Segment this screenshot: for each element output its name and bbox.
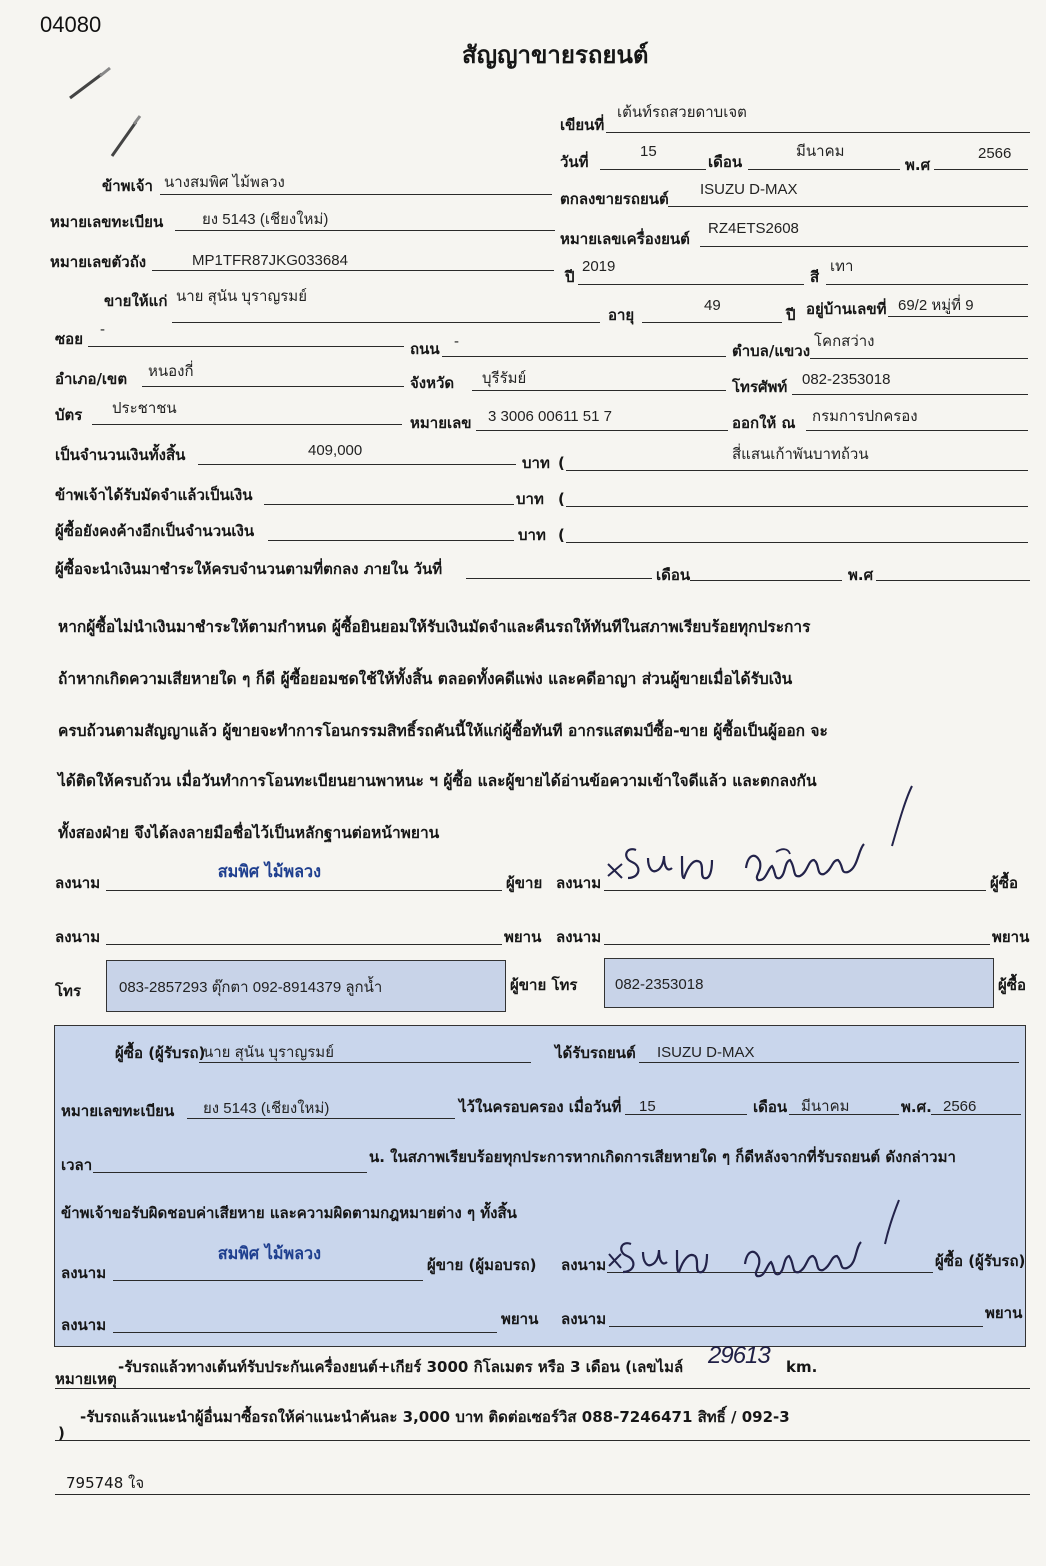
receipt-plate: ยง 5143 (เชียงใหม่)	[203, 1100, 330, 1117]
buyer-phone-label: ผู้ซื้อ	[998, 976, 1026, 994]
due-year-label: พ.ศ	[848, 566, 874, 584]
witness1-sign-label: ลงนาม	[55, 928, 101, 946]
total-baht: บาท	[522, 454, 550, 472]
total-words-paren: (	[558, 454, 565, 472]
buyer-name: นาย สุนัน บุราญรมย์	[176, 288, 307, 305]
total-words-line	[566, 470, 1028, 471]
seller-line	[160, 194, 552, 195]
seller-phone-box	[106, 960, 506, 1012]
due-month-label: เดือน	[656, 566, 691, 584]
age-line	[642, 322, 782, 323]
deposit-label: ข้าพเจ้าได้รับมัดจำแล้วเป็นเงิน	[55, 486, 253, 504]
issued-line	[806, 430, 1028, 431]
address-line	[888, 316, 1028, 317]
document-number: 04080	[40, 12, 102, 37]
province-line	[472, 390, 726, 391]
year-line	[934, 169, 1028, 170]
plate-line	[175, 230, 555, 231]
buyer-name-line	[172, 322, 600, 323]
notes-text-2: -รับรถแล้วแนะนำผู้อื่นมาซื้อรถให้ค่าแนะนำคันละ 3,000 บาท ติดต่อเซอร์วิส 088-7246471 สิทธิ์ / 092-3	[80, 1408, 790, 1426]
car-year-value: 2019	[582, 258, 616, 275]
terms-line-3: ครบถ้วนตามสัญญาแล้ว ผู้ขายจะทำการโอนกรรมสิทธิ์รถคันนี้ให้แก่ผู้ซื้อทันที อากรแสตมป์ซื้อ-ขาย ผู้ซื้อเป็นผู้ออก จะ	[58, 722, 828, 740]
due-day-line	[466, 578, 652, 579]
id-line	[476, 430, 728, 431]
remaining-paren: (	[558, 526, 565, 544]
year-value: 2566	[978, 145, 1012, 162]
engine-label: หมายเลขเครื่องยนต์	[560, 230, 690, 248]
receipt-year: 2566	[943, 1098, 977, 1115]
notes-label: หมายเหตุ	[55, 1370, 117, 1388]
province-value: บุรีรัมย์	[482, 370, 527, 387]
years-label: ปี	[786, 306, 796, 324]
total-words: สี่แสนเก้าพันบาทถ้วน	[732, 446, 869, 463]
receipt-witness2-sign-label: ลงนาม	[561, 1310, 607, 1328]
receipt-model-line	[639, 1062, 1019, 1063]
color-value: เทา	[830, 258, 854, 275]
receipt-buyer-name: นาย สุนัน บุราญรมย์	[203, 1044, 334, 1061]
day-label: วันที่	[560, 153, 589, 171]
road-line	[442, 356, 726, 357]
chassis-value: MP1TFR87JKG033684	[192, 252, 348, 269]
address-label: อยู่บ้านเลขที่	[806, 300, 887, 318]
total-label: เป็นจำนวนเงินทั้งสิ้น	[55, 446, 186, 464]
province-label: จังหวัด	[410, 374, 455, 392]
mileage-handwritten: 29613	[708, 1342, 770, 1369]
seller-sign-line	[106, 890, 502, 891]
engine-line	[700, 246, 1028, 247]
total-line	[198, 464, 516, 465]
receipt-witness1-sign-label: ลงนาม	[61, 1316, 107, 1334]
road-label: ถนน	[410, 340, 440, 358]
card-value: ประชาชน	[112, 400, 177, 417]
vehicle-receipt-section	[54, 1025, 1026, 1347]
document-title: สัญญาขายรถยนต์	[462, 41, 649, 69]
deposit-paren: (	[558, 490, 565, 508]
receipt-seller-signature-stamp: สมพิศ ไม้พลวง	[217, 1244, 322, 1264]
card-line	[92, 424, 402, 425]
terms-line-2: ถ้าหากเกิดความเสียหายใด ๆ ก็ดี ผู้ซื้อยอมชดใช้ให้ทั้งสิ้น ตลอดทั้งคดีแพ่ง และคดีอาญา ส่วนผู้ขายเมื่อได้รับเงิน	[58, 670, 793, 688]
soi-line	[88, 346, 404, 347]
remaining-words-line	[566, 542, 1028, 543]
district-line	[142, 386, 404, 387]
deposit-baht: บาท	[516, 490, 544, 508]
due-year-line	[876, 580, 1030, 581]
receipt-plate-line	[187, 1118, 455, 1119]
issued-value: กรมการปกครอง	[812, 408, 918, 425]
agree-label: ตกลงขายรถยนต์	[560, 190, 669, 208]
notes-line-3	[55, 1494, 1030, 1495]
witness2-line	[604, 944, 990, 945]
district-value: หนองกี่	[148, 363, 194, 380]
car-model: ISUZU D-MAX	[700, 181, 798, 198]
plate-value: ยง 5143 (เชียงใหม่)	[202, 211, 329, 228]
receipt-year-label: พ.ศ.	[901, 1098, 932, 1116]
day-line	[600, 169, 706, 170]
color-line	[826, 284, 1028, 285]
seller-signature-stamp: สมพิศ ไม้พลวง	[217, 862, 322, 882]
buyer-sign-label: ลงนาม	[556, 874, 602, 892]
notes-text-1: -รับรถแล้วทางเต้นท์รับประกันเครื่องยนต์+เกียร์ 3000 กิโลเมตร หรือ 3 เดือน (เลขไมล์	[118, 1358, 684, 1376]
seller-name: นางสมพิศ ไม้พลวง	[164, 174, 285, 191]
terms-line-4: ได้ติดให้ครบถ้วน เมื่อวันทำการโอนทะเบียนยานพาหนะ ฯ ผู้ซื้อ และผู้ขายได้อ่านข้อความเข้าใจดีแล้ว และตกลงกัน	[58, 772, 817, 790]
witness2-label: พยาน	[992, 928, 1030, 946]
phone-line	[792, 394, 1028, 395]
subdistrict-value: โคกสว่าง	[814, 333, 875, 350]
notes-line-2	[55, 1440, 1030, 1441]
notes-text-3: 795748 ใจ	[66, 1474, 145, 1492]
seller-role-label: ผู้ขาย	[506, 874, 543, 892]
car-year-line	[578, 284, 804, 285]
id-value: 3 3006 00611 51 7	[488, 408, 613, 425]
receipt-month: มีนาคม	[801, 1098, 850, 1115]
terms-line-1: หากผู้ซื้อไม่นำเงินมาชำระให้ตามกำหนด ผู้ซื้อยินยอมให้รับเงินมัดจำและคืนรถให้ทันทีในสภาพเรียบร้อยทุกประการ	[58, 618, 811, 636]
deposit-line	[264, 504, 514, 505]
soi-value: -	[100, 321, 105, 338]
receipt-time-label: เวลา	[61, 1156, 93, 1174]
receipt-responsibility-text: ข้าพเจ้าขอรับผิดชอบค่าเสียหาย และความผิดตามกฎหมายต่าง ๆ ทั้งสิ้น	[61, 1204, 517, 1222]
deposit-words-line	[566, 506, 1028, 507]
year-label: พ.ศ	[905, 156, 931, 174]
color-label: สี	[810, 268, 820, 286]
buyer-handwritten-signature	[596, 780, 936, 900]
written-at-line	[606, 132, 1030, 133]
plate-label: หมายเลขทะเบียน	[50, 213, 164, 231]
seller-label: ข้าพเจ้า	[102, 177, 153, 195]
receipt-witness1-line	[113, 1332, 497, 1333]
seller-phone-label: ผู้ขาย โทร	[510, 976, 578, 994]
receipt-buyer-handwritten-signature	[595, 1186, 915, 1286]
written-at-value: เต้นท์รถสวยดาบเจต	[617, 104, 747, 121]
notes-line2-prefix: )	[58, 1424, 65, 1442]
receipt-seller-sign-line	[113, 1280, 423, 1281]
receipt-buyer-line	[199, 1062, 531, 1063]
receipt-buyer-label: ผู้ซื้อ (ผู้รับรถ)	[115, 1044, 206, 1062]
staple-marks	[60, 60, 150, 170]
soi-label: ซอย	[55, 330, 83, 348]
written-at-label: เขียนที่	[560, 116, 605, 134]
buyer-role-label: ผู้ซื้อ	[990, 874, 1018, 892]
witness1-line	[106, 944, 502, 945]
receipt-condition-text: น. ในสภาพเรียบร้อยทุกประการหากเกิดการเสียหายใด ๆ ก็ดีหลังจากที่รับรถยนต์ ดังกล่าวมา	[369, 1148, 956, 1166]
sell-to-label: ขายให้แก่	[104, 292, 168, 310]
chassis-line	[152, 270, 554, 271]
model-line	[668, 206, 1028, 207]
seller-phone: 083-2857293 ตุ๊กตา 092-8914379 ลูกน้ำ	[119, 979, 383, 996]
receipt-seller-role: ผู้ขาย (ผู้มอบรถ)	[427, 1256, 537, 1274]
month-label: เดือน	[708, 153, 743, 171]
receipt-witness2-label: พยาน	[985, 1304, 1023, 1322]
receipt-model: ISUZU D-MAX	[657, 1044, 755, 1061]
receipt-witness2-line	[609, 1326, 983, 1327]
card-label: บัตร	[55, 406, 83, 424]
receipt-buyer-sign-label: ลงนาม	[561, 1256, 607, 1274]
witness2-sign-label: ลงนาม	[556, 928, 602, 946]
receipt-seller-sign-label: ลงนาม	[61, 1264, 107, 1282]
receipt-buyer-role: ผู้ซื้อ (ผู้รับรถ)	[935, 1252, 1026, 1270]
engine-value: RZ4ETS2608	[708, 220, 799, 237]
phone-value: 082-2353018	[802, 371, 891, 388]
age-value: 49	[704, 297, 721, 314]
receipt-possession-label: ไว้ในครอบครอง เมื่อวันที่	[459, 1098, 622, 1116]
receipt-witness1-label: พยาน	[501, 1310, 539, 1328]
terms-line-5: ทั้งสองฝ่าย จึงได้ลงลายมือชื่อไว้เป็นหลักฐานต่อหน้าพยาน	[58, 824, 440, 842]
receipt-day: 15	[639, 1098, 656, 1115]
remaining-label: ผู้ซื้อยังคงค้างอีกเป็นจำนวนเงิน	[55, 522, 255, 540]
buyer-phone: 082-2353018	[615, 976, 704, 993]
receipt-received-label: ได้รับรถยนต์	[555, 1044, 636, 1062]
address-value: 69/2 หมู่ที่ 9	[898, 297, 974, 314]
remaining-baht: บาท	[518, 526, 546, 544]
buyer-phone-box	[604, 958, 994, 1008]
phone-label: โทรศัพท์	[732, 378, 788, 396]
chassis-label: หมายเลขตัวถัง	[50, 253, 147, 271]
age-label: อายุ	[608, 306, 635, 324]
notes-line-1	[55, 1388, 1030, 1389]
issued-label: ออกให้ ณ	[732, 414, 796, 432]
subdistrict-line	[810, 358, 1028, 359]
district-label: อำเภอ/เขต	[55, 370, 128, 388]
month-value: มีนาคม	[796, 143, 845, 160]
subdistrict-label: ตำบล/แขวง	[732, 342, 811, 360]
witness1-label: พยาน	[504, 928, 542, 946]
total-value: 409,000	[308, 442, 363, 459]
due-label: ผู้ซื้อจะนำเงินมาชำระให้ครบจำนวนตามที่ตกลง ภายใน วันที่	[55, 560, 443, 578]
remaining-line	[268, 540, 514, 541]
month-line	[748, 169, 900, 170]
road-value: -	[454, 333, 459, 350]
receipt-plate-label: หมายเลขทะเบียน	[61, 1102, 175, 1120]
seller-sign-label: ลงนาม	[55, 874, 101, 892]
id-label: หมายเลข	[410, 414, 472, 432]
receipt-month-label: เดือน	[753, 1098, 788, 1116]
phone-row-label: โทร	[55, 982, 82, 1000]
receipt-time-line	[93, 1172, 367, 1173]
notes-km: km.	[786, 1358, 818, 1376]
due-month-line	[690, 580, 842, 581]
car-year-label: ปี	[565, 268, 575, 286]
day-value: 15	[640, 143, 657, 160]
